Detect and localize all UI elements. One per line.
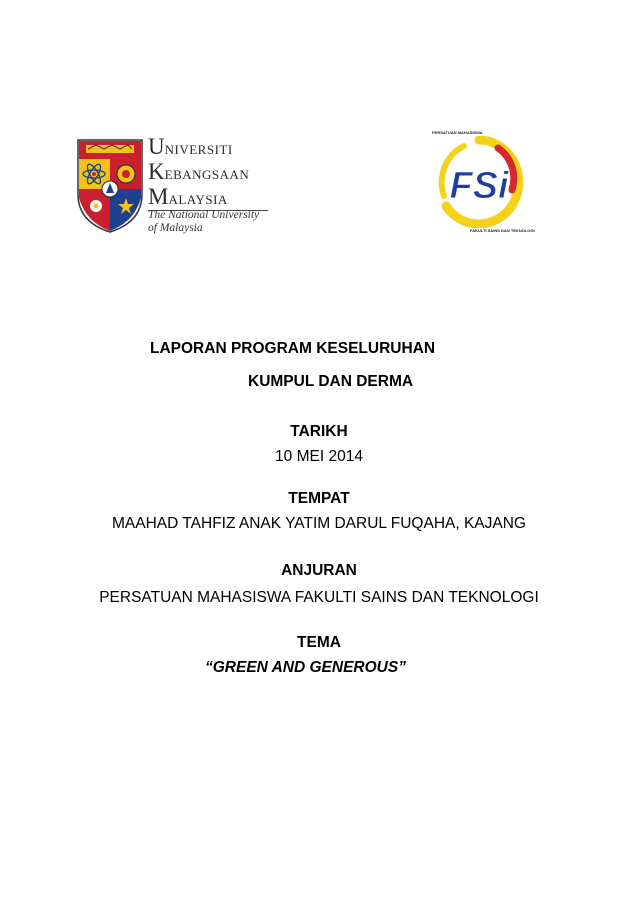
organizer-label: ANJURAN — [281, 562, 357, 579]
ukm-crest-icon — [76, 138, 144, 234]
venue-value: MAAHAD TAHFIZ ANAK YATIM DARUL FUQAHA, KAJANG — [112, 515, 526, 532]
fst-letters: FSi — [449, 165, 509, 207]
ukm-english-line-1: The National University — [148, 209, 260, 221]
fst-logo — [432, 130, 535, 236]
date-value: 10 MEI 2014 — [275, 448, 363, 465]
ukm-wordmark — [148, 134, 272, 236]
fst-logo-bottom-text: FAKULTI SAINS DAN TEKNOLOGI — [470, 228, 535, 233]
fst-emblem-icon — [434, 136, 524, 228]
venue-label: TEMPAT — [288, 490, 350, 507]
ukm-name-line-1: UNIVERSITI — [148, 134, 233, 159]
fst-logo-top-text: PERSATUAN MAHASISWA — [432, 130, 483, 135]
organizer-value: PERSATUAN MAHASISWA FAKULTI SAINS DAN TEKNOLOGI — [99, 589, 539, 606]
ukm-logo — [76, 134, 272, 236]
theme-label: TEMA — [297, 634, 341, 651]
program-name: KUMPUL DAN DERMA — [248, 373, 414, 390]
ukm-english-line-2: of Malaysia — [148, 222, 203, 234]
ukm-name-line-3: MALAYSIA — [148, 184, 228, 209]
theme-value: “GREEN AND GENEROUS” — [205, 659, 406, 676]
ukm-name-line-2: KEBANGSAAN — [148, 159, 250, 184]
date-label: TARIKH — [290, 423, 348, 440]
report-title: LAPORAN PROGRAM KESELURUHAN — [150, 340, 436, 357]
